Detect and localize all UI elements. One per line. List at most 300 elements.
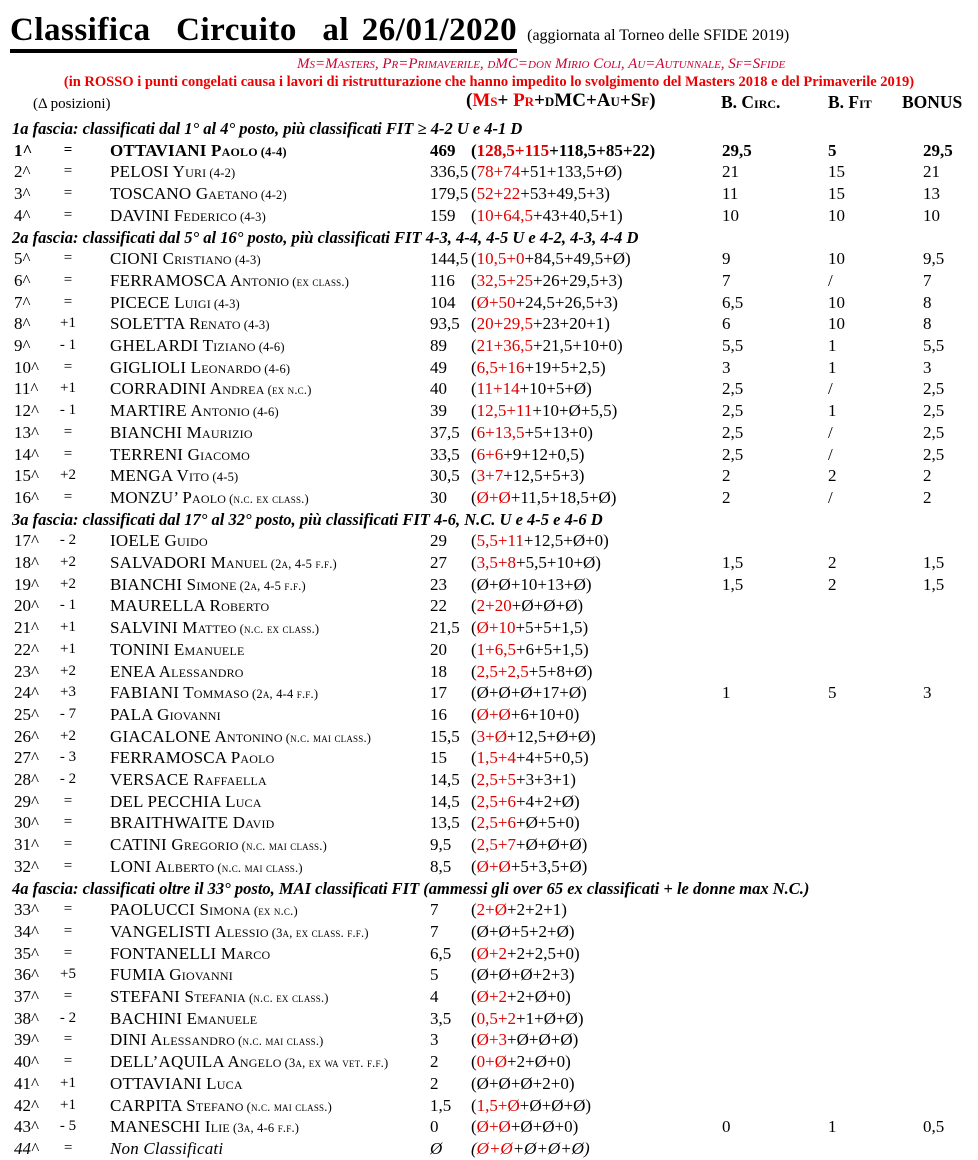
points-breakdown: (2,5+6+4+2+Ø) bbox=[471, 791, 580, 811]
table-row bbox=[0, 617, 978, 639]
bonus-value: 2,5 bbox=[923, 444, 945, 464]
total-points: 144,5 bbox=[430, 249, 469, 269]
total-points: 469 bbox=[430, 140, 456, 160]
bonus-value: 2 bbox=[923, 487, 932, 507]
bonus-value: 3 bbox=[923, 683, 932, 703]
table-row bbox=[0, 1095, 978, 1117]
points-formula-header bbox=[466, 90, 656, 112]
points-breakdown: (2+Ø+2+2+1) bbox=[471, 900, 567, 920]
rank: 7^ bbox=[14, 292, 31, 312]
frozen-points: Ø+Ø bbox=[476, 1138, 513, 1158]
points-breakdown: (Ø+Ø+6+10+0) bbox=[471, 704, 580, 724]
delta-positions: = bbox=[63, 141, 73, 158]
delta-positions: = bbox=[63, 988, 73, 1004]
delta-positions: +2 bbox=[60, 662, 76, 679]
table-row bbox=[0, 422, 978, 444]
rank: 31^ bbox=[14, 835, 39, 855]
bonus-value: 9,5 bbox=[923, 249, 945, 269]
player-name: PELOSI Yuri (4-2) bbox=[110, 162, 236, 182]
bonus-circuito-value: 6 bbox=[722, 314, 731, 334]
frozen-points: 3,5+8 bbox=[476, 553, 517, 572]
player-name: FERRAMOSCA Paolo bbox=[110, 748, 275, 768]
player-name: GIACALONE Antonino (n.c. mai class.) bbox=[110, 726, 372, 746]
bonus-circuito-value: 1,5 bbox=[722, 574, 744, 594]
frozen-points: 5,5+11 bbox=[476, 531, 524, 551]
total-points: 93,5 bbox=[430, 314, 460, 334]
bonus-circuito-value: 5,5 bbox=[722, 336, 744, 355]
bonus-fit-value: / bbox=[828, 422, 833, 442]
points-breakdown: (Ø+2+2+2,5+0) bbox=[471, 943, 580, 963]
delta-positions: = bbox=[63, 163, 73, 180]
frozen-points: 1+6,5 bbox=[476, 639, 517, 659]
rank: 16^ bbox=[14, 487, 39, 507]
table-row bbox=[0, 205, 978, 227]
player-qualifier: (4-2) bbox=[260, 188, 287, 203]
rank: 15^ bbox=[14, 466, 39, 486]
delta-positions: +1 bbox=[60, 1074, 76, 1091]
player-name: DEL PECCHIA Luca bbox=[110, 791, 262, 811]
delta-positions: = bbox=[63, 293, 73, 310]
rank: 18^ bbox=[14, 553, 39, 572]
points-breakdown: (Ø+3+Ø+Ø+Ø) bbox=[471, 1030, 579, 1050]
frozen-points: 6,5+16 bbox=[476, 357, 525, 377]
delta-positions: - 2 bbox=[59, 532, 77, 549]
player-name: CORRADINI Andrea (ex n.c.) bbox=[110, 379, 312, 399]
column-header-bonus-fit: B. Fit bbox=[828, 92, 872, 112]
total-points: 21,5 bbox=[430, 618, 460, 638]
frozen-points: 1,5+Ø bbox=[476, 1095, 520, 1115]
total-points: 33,5 bbox=[430, 444, 460, 464]
total-points: 3 bbox=[430, 1030, 439, 1050]
table-row bbox=[0, 769, 978, 791]
total-points: 336,5 bbox=[430, 162, 469, 182]
table-row bbox=[0, 161, 978, 183]
points-breakdown: (2,5+5+3+3+1) bbox=[471, 770, 576, 789]
delta-positions: = bbox=[63, 185, 73, 202]
table-row bbox=[0, 270, 978, 292]
delta-positions: = bbox=[63, 944, 73, 961]
table-row bbox=[0, 595, 978, 617]
frozen-points: 3+7 bbox=[476, 466, 504, 486]
delta-positions: - 2 bbox=[59, 771, 77, 787]
page-title bbox=[10, 12, 789, 53]
total-points: 20 bbox=[430, 639, 447, 659]
player-name: OTTAVIANI Paolo (4-4) bbox=[110, 140, 287, 160]
table-row bbox=[0, 292, 978, 314]
delta-positions: - 1 bbox=[59, 337, 77, 353]
points-breakdown: (Ø+Ø+11,5+18,5+Ø) bbox=[471, 487, 617, 507]
total-points: 5 bbox=[430, 965, 439, 985]
bonus-fit-value: / bbox=[828, 487, 833, 507]
fascia-1-header: 1a fascia: classificati dal 1° al 4° posto, più classificati FIT ≥ 4-2 U e 4-1 D bbox=[12, 119, 523, 138]
rank: 27^ bbox=[14, 748, 39, 768]
delta-positions: +1 bbox=[60, 1096, 76, 1113]
player-name: CIONI Cristiano (4-3) bbox=[110, 249, 261, 269]
rank: 3^ bbox=[14, 184, 31, 204]
points-breakdown: (3+Ø+12,5+Ø+Ø) bbox=[471, 726, 596, 746]
total-points: 30 bbox=[430, 487, 447, 507]
rank: 39^ bbox=[14, 1030, 39, 1050]
frozen-points: 2+Ø bbox=[476, 900, 508, 920]
player-qualifier: (n.c. ex class.) bbox=[229, 491, 309, 506]
player-qualifier: (4-2) bbox=[209, 166, 236, 181]
player-name: VANGELISTI Alessio (3a, ex class. f.f.) bbox=[110, 921, 369, 941]
bonus-fit-value: 5 bbox=[828, 683, 837, 703]
frozen-points-note: (in ROSSO i punti congelati causa i lavori di ristrutturazione che hanno impedito lo svolgimento del Masters 2018 e del Primaverile 2019) bbox=[63, 74, 915, 90]
total-points: 14,5 bbox=[430, 791, 460, 811]
bonus-fit-value: 15 bbox=[828, 162, 845, 182]
title-suffix: (aggiornata al Torneo delle SFIDE 2019) bbox=[527, 27, 790, 44]
total-points: 39 bbox=[430, 401, 447, 421]
frozen-points: 2,5+5 bbox=[476, 770, 517, 789]
delta-positions: = bbox=[63, 901, 73, 918]
delta-positions: +1 bbox=[60, 619, 76, 636]
table-row bbox=[0, 704, 978, 726]
points-breakdown: (1+6,5+6+5+1,5) bbox=[471, 639, 589, 659]
total-points: 29 bbox=[430, 531, 447, 551]
bonus-circuito-value: 2 bbox=[722, 466, 731, 486]
delta-positions: - 3 bbox=[59, 749, 77, 766]
points-breakdown: (Ø+Ø+5+3,5+Ø) bbox=[471, 856, 588, 876]
bonus-value: 2 bbox=[923, 466, 932, 486]
table-row bbox=[0, 465, 978, 487]
rank: 9^ bbox=[14, 336, 31, 355]
rank: 41^ bbox=[14, 1073, 39, 1093]
player-name: MAURELLA Roberto bbox=[110, 596, 270, 616]
bonus-value: 8 bbox=[923, 314, 932, 334]
total-points: 18 bbox=[430, 661, 447, 681]
player-name: MENGA Vito (4-5) bbox=[110, 466, 239, 486]
bonus-fit-value: 5 bbox=[828, 140, 837, 160]
frozen-points: Ø+3 bbox=[476, 1030, 508, 1050]
delta-positions: - 7 bbox=[59, 705, 77, 722]
rank: 20^ bbox=[14, 596, 39, 616]
bonus-value: 29,5 bbox=[923, 140, 953, 160]
rank: 43^ bbox=[14, 1117, 39, 1137]
table-row bbox=[0, 1008, 978, 1030]
delta-positions: = bbox=[63, 488, 73, 505]
player-name: MONZU’ Paolo (n.c. ex class.) bbox=[110, 487, 309, 507]
bonus-fit-value: 10 bbox=[828, 292, 845, 312]
table-row bbox=[0, 444, 978, 466]
bonus-fit-value: 2 bbox=[828, 574, 837, 594]
rank: 35^ bbox=[14, 943, 39, 963]
rank: 10^ bbox=[14, 357, 39, 377]
table-row bbox=[0, 682, 978, 704]
points-breakdown: (2+20+Ø+Ø+Ø) bbox=[471, 596, 584, 616]
bonus-value: 2,5 bbox=[923, 401, 945, 421]
delta-positions: +1 bbox=[60, 315, 76, 332]
bonus-value: 8 bbox=[923, 292, 932, 312]
frozen-points: 32,5+25 bbox=[476, 270, 534, 290]
rank: 21^ bbox=[14, 618, 39, 638]
delta-positions: +2 bbox=[60, 575, 76, 592]
total-points: 159 bbox=[430, 205, 456, 225]
table-row bbox=[0, 899, 978, 921]
points-breakdown: (10+64,5+43+40,5+1) bbox=[471, 205, 623, 225]
rank: 13^ bbox=[14, 422, 39, 442]
player-qualifier: (2a, 4-5 f.f.) bbox=[239, 578, 306, 593]
bonus-fit-value: 1 bbox=[828, 357, 837, 377]
player-name: SALVINI Matteo (n.c. ex class.) bbox=[110, 618, 320, 638]
bonus-value: 3 bbox=[923, 357, 932, 377]
total-points: 179,5 bbox=[430, 184, 469, 204]
bonus-value: 21 bbox=[923, 162, 940, 182]
player-name: TOSCANO Gaetano (4-2) bbox=[110, 184, 287, 204]
table-row bbox=[0, 1029, 978, 1051]
bonus-fit-value: / bbox=[828, 444, 833, 464]
frozen-points: Ø+Ø bbox=[476, 856, 511, 876]
frozen-points: 2,5+6 bbox=[476, 813, 517, 833]
delta-positions-label: (Δ posizioni) bbox=[33, 96, 111, 112]
points-breakdown: (10,5+0+84,5+49,5+Ø) bbox=[471, 249, 631, 269]
bonus-circuito-value: 29,5 bbox=[722, 140, 752, 160]
total-points: 8,5 bbox=[430, 856, 452, 876]
points-breakdown: (12,5+11+10+Ø+5,5) bbox=[471, 401, 618, 421]
player-name: SOLETTA Renato (4-3) bbox=[110, 314, 270, 334]
player-name: Non Classificati bbox=[110, 1138, 224, 1158]
bonus-circuito-value: 2,5 bbox=[722, 422, 744, 442]
frozen-points: 1,5+4 bbox=[476, 748, 517, 768]
rank: 17^ bbox=[14, 531, 39, 551]
player-qualifier: (ex n.c.) bbox=[267, 383, 312, 398]
points-breakdown: (3+7+12,5+5+3) bbox=[471, 466, 585, 486]
delta-positions: +1 bbox=[60, 380, 76, 397]
delta-positions: = bbox=[63, 792, 73, 809]
table-row bbox=[0, 661, 978, 683]
player-name: SALVADORI Manuel (2a, 4-5 f.f.) bbox=[110, 553, 337, 572]
bonus-circuito-value: 11 bbox=[722, 184, 739, 204]
points-breakdown: (6+13,5+5+13+0) bbox=[471, 422, 593, 442]
fascia-2-header: 2a fascia: classificati dal 5° al 16° posto, più classificati FIT 4-3, 4-4, 4-5 U e 4-2, 4-3, 4-4 D bbox=[12, 227, 639, 247]
player-name: BIANCHI Simone (2a, 4-5 f.f.) bbox=[110, 574, 306, 594]
bonus-circuito-value: 7 bbox=[722, 270, 731, 290]
total-points: 1,5 bbox=[430, 1095, 452, 1115]
frozen-points: 3+Ø bbox=[476, 726, 508, 746]
player-name: FONTANELLI Marco bbox=[110, 943, 271, 963]
total-points: 2 bbox=[430, 1052, 439, 1072]
rank: 28^ bbox=[14, 770, 39, 789]
points-breakdown: (Ø+50+24,5+26,5+3) bbox=[471, 292, 618, 312]
points-breakdown: (Ø+Ø+5+2+Ø) bbox=[471, 921, 575, 941]
player-name: BRAITHWAITE David bbox=[110, 813, 275, 833]
delta-positions: = bbox=[63, 423, 73, 440]
points-breakdown: (0+Ø+2+Ø+0) bbox=[471, 1052, 571, 1072]
bonus-circuito-value: 0 bbox=[722, 1117, 731, 1137]
player-qualifier: (4-3) bbox=[213, 296, 240, 311]
table-row bbox=[0, 812, 978, 834]
total-points: 13,5 bbox=[430, 813, 460, 833]
bonus-value: 1,5 bbox=[923, 553, 945, 572]
frozen-points: Ø+2 bbox=[476, 987, 508, 1006]
points-breakdown: (Ø+Ø+Ø+17+Ø) bbox=[471, 683, 587, 703]
rank: 38^ bbox=[14, 1008, 39, 1028]
player-qualifier: (n.c. ex class.) bbox=[248, 991, 329, 1005]
frozen-points: 12,5+11 bbox=[476, 401, 533, 421]
delta-positions: = bbox=[63, 271, 73, 288]
frozen-points: 0,5+2 bbox=[476, 1008, 517, 1028]
rank: 23^ bbox=[14, 661, 39, 681]
points-breakdown: (21+36,5+21,5+10+0) bbox=[471, 336, 623, 355]
points-breakdown: (Ø+2+2+Ø+0) bbox=[471, 987, 571, 1006]
table-row bbox=[0, 639, 978, 661]
player-name: FABIANI Tommaso (2a, 4-4 f.f.) bbox=[110, 683, 319, 703]
formula-rest: +dMC+Au+Sf) bbox=[534, 90, 656, 111]
points-breakdown: (Ø+Ø+Ø+2+3) bbox=[471, 965, 575, 985]
total-points: 9,5 bbox=[430, 835, 452, 855]
total-points: 37,5 bbox=[430, 422, 460, 442]
points-breakdown: (Ø+Ø+Ø+Ø+Ø) bbox=[471, 1138, 590, 1158]
player-name: DELL’AQUILA Angelo (3a, ex wa vet. f.f.) bbox=[110, 1052, 389, 1072]
points-breakdown: (2,5+6+Ø+5+0) bbox=[471, 813, 580, 833]
bonus-fit-value: 10 bbox=[828, 205, 845, 225]
player-name: PALA Giovanni bbox=[110, 704, 221, 724]
bonus-fit-value: 10 bbox=[828, 249, 845, 269]
player-name: IOELE Guido bbox=[110, 531, 208, 551]
bonus-value: 1,5 bbox=[923, 574, 945, 594]
rank: 29^ bbox=[14, 791, 39, 811]
bonus-circuito-value: 9 bbox=[722, 249, 731, 269]
frozen-points: Ø+Ø bbox=[476, 1117, 511, 1137]
delta-positions: = bbox=[63, 1053, 73, 1070]
bonus-fit-value: / bbox=[828, 270, 833, 290]
rank: 34^ bbox=[14, 921, 39, 941]
frozen-points: 20+29,5 bbox=[476, 314, 534, 334]
bonus-circuito-value: 2 bbox=[722, 487, 731, 507]
total-points: 4 bbox=[430, 987, 439, 1006]
table-row bbox=[0, 400, 978, 422]
frozen-points: 78+74 bbox=[476, 162, 521, 182]
frozen-points: 6+13,5 bbox=[476, 422, 525, 442]
bonus-fit-value: 1 bbox=[828, 401, 837, 421]
bonus-fit-value: / bbox=[828, 379, 833, 399]
player-qualifier: (ex n.c.) bbox=[253, 904, 298, 919]
delta-positions: = bbox=[63, 250, 73, 267]
bonus-fit-value: 10 bbox=[828, 314, 845, 334]
frozen-points: 2+20 bbox=[476, 596, 512, 616]
player-qualifier: (3a, 4-6 f.f.) bbox=[232, 1121, 300, 1136]
rank: 32^ bbox=[14, 856, 39, 876]
player-qualifier: (n.c. mai class.) bbox=[217, 860, 303, 875]
player-qualifier: (4-4) bbox=[260, 144, 287, 159]
table-row bbox=[0, 552, 978, 574]
rank: 8^ bbox=[14, 314, 31, 334]
delta-positions: = bbox=[62, 1139, 74, 1156]
rank: 25^ bbox=[14, 704, 39, 724]
delta-positions: +2 bbox=[60, 467, 76, 484]
player-name: BIANCHI Maurizio bbox=[110, 422, 253, 442]
rank: 26^ bbox=[14, 726, 39, 746]
bonus-circuito-value: 1 bbox=[722, 683, 731, 703]
player-name: STEFANI Stefania (n.c. ex class.) bbox=[110, 987, 329, 1006]
rank: 19^ bbox=[14, 574, 39, 594]
bonus-circuito-value: 1,5 bbox=[722, 553, 744, 572]
player-name: MARTIRE Antonio (4-6) bbox=[110, 401, 279, 421]
points-breakdown: (128,5+115+118,5+85+22) bbox=[471, 140, 656, 160]
points-breakdown: (3,5+8+5,5+10+Ø) bbox=[471, 553, 601, 572]
table-row bbox=[0, 726, 978, 748]
table-row bbox=[0, 574, 978, 596]
player-name: OTTAVIANI Luca bbox=[110, 1073, 243, 1093]
bonus-circuito-value: 2,5 bbox=[722, 401, 744, 421]
table-row bbox=[0, 378, 978, 400]
rank: 12^ bbox=[14, 401, 39, 421]
total-points: 27 bbox=[430, 553, 447, 572]
delta-positions: +2 bbox=[60, 554, 76, 570]
rank: 42^ bbox=[14, 1095, 39, 1115]
player-qualifier: (n.c. mai class.) bbox=[241, 839, 327, 854]
delta-positions: - 2 bbox=[59, 1009, 77, 1026]
rank: 5^ bbox=[14, 249, 31, 269]
total-points: 49 bbox=[430, 357, 447, 377]
rank: 1^ bbox=[14, 140, 33, 160]
frozen-points: 10,5+0 bbox=[476, 249, 525, 269]
total-points: 7 bbox=[430, 900, 439, 920]
total-points: 6,5 bbox=[430, 943, 452, 963]
table-row bbox=[0, 964, 978, 986]
rank: 11^ bbox=[14, 379, 39, 399]
table-row bbox=[0, 1073, 978, 1095]
bonus-circuito-value: 3 bbox=[722, 357, 731, 377]
frozen-points: 128,5+115 bbox=[476, 140, 550, 160]
rank: 40^ bbox=[14, 1052, 39, 1072]
bonus-value: 10 bbox=[923, 205, 940, 225]
frozen-points: 11+14 bbox=[476, 379, 520, 399]
player-qualifier: (4-6) bbox=[258, 340, 285, 354]
player-qualifier: (n.c. ex class.) bbox=[239, 622, 320, 637]
table-row bbox=[0, 1116, 978, 1138]
points-breakdown: (0,5+2+1+Ø+Ø) bbox=[471, 1008, 584, 1028]
total-points: 116 bbox=[430, 270, 455, 290]
table-row bbox=[0, 335, 978, 357]
bonus-value: 13 bbox=[923, 184, 940, 204]
player-name: BACHINI Emanuele bbox=[110, 1008, 258, 1028]
points-breakdown: (5,5+11+12,5+Ø+0) bbox=[471, 531, 609, 551]
column-header-bonus: BONUS bbox=[902, 92, 963, 112]
player-qualifier: (2a, 4-5 f.f.) bbox=[270, 557, 337, 571]
frozen-points: 10+64,5 bbox=[476, 205, 534, 225]
delta-positions: +1 bbox=[60, 640, 76, 657]
delta-positions: - 5 bbox=[59, 1118, 77, 1135]
table-row bbox=[0, 248, 978, 270]
bonus-value: 5,5 bbox=[923, 336, 945, 355]
column-header-bonus-circuito: B. Circ. bbox=[721, 92, 781, 112]
player-qualifier: (4-6) bbox=[264, 361, 291, 376]
total-points: 30,5 bbox=[430, 466, 460, 486]
table-row bbox=[0, 183, 978, 205]
total-points: 7 bbox=[430, 921, 439, 941]
player-name: GHELARDI Tiziano (4-6) bbox=[110, 336, 285, 355]
rank: 33^ bbox=[14, 900, 39, 920]
player-name: FUMIA Giovanni bbox=[110, 965, 233, 985]
delta-positions: +5 bbox=[60, 966, 76, 983]
player-qualifier: (ex class.) bbox=[292, 274, 350, 289]
bonus-circuito-value: 10 bbox=[722, 205, 739, 225]
delta-positions: = bbox=[63, 922, 73, 939]
delta-positions: = bbox=[63, 814, 73, 831]
delta-positions: +3 bbox=[60, 684, 76, 701]
delta-positions: = bbox=[63, 445, 73, 462]
player-qualifier: (4-3) bbox=[243, 318, 270, 333]
rank: 2^ bbox=[14, 162, 31, 182]
table-row bbox=[0, 140, 978, 162]
player-qualifier: (2a, 4-4 f.f.) bbox=[252, 687, 319, 702]
table-row bbox=[0, 1138, 978, 1160]
title-text: Classifica Circuito al 26/01/2020 bbox=[10, 12, 517, 53]
delta-positions: = bbox=[63, 1031, 73, 1048]
points-breakdown: (6+6+9+12+0,5) bbox=[471, 444, 585, 464]
total-points: 14,5 bbox=[430, 770, 460, 789]
